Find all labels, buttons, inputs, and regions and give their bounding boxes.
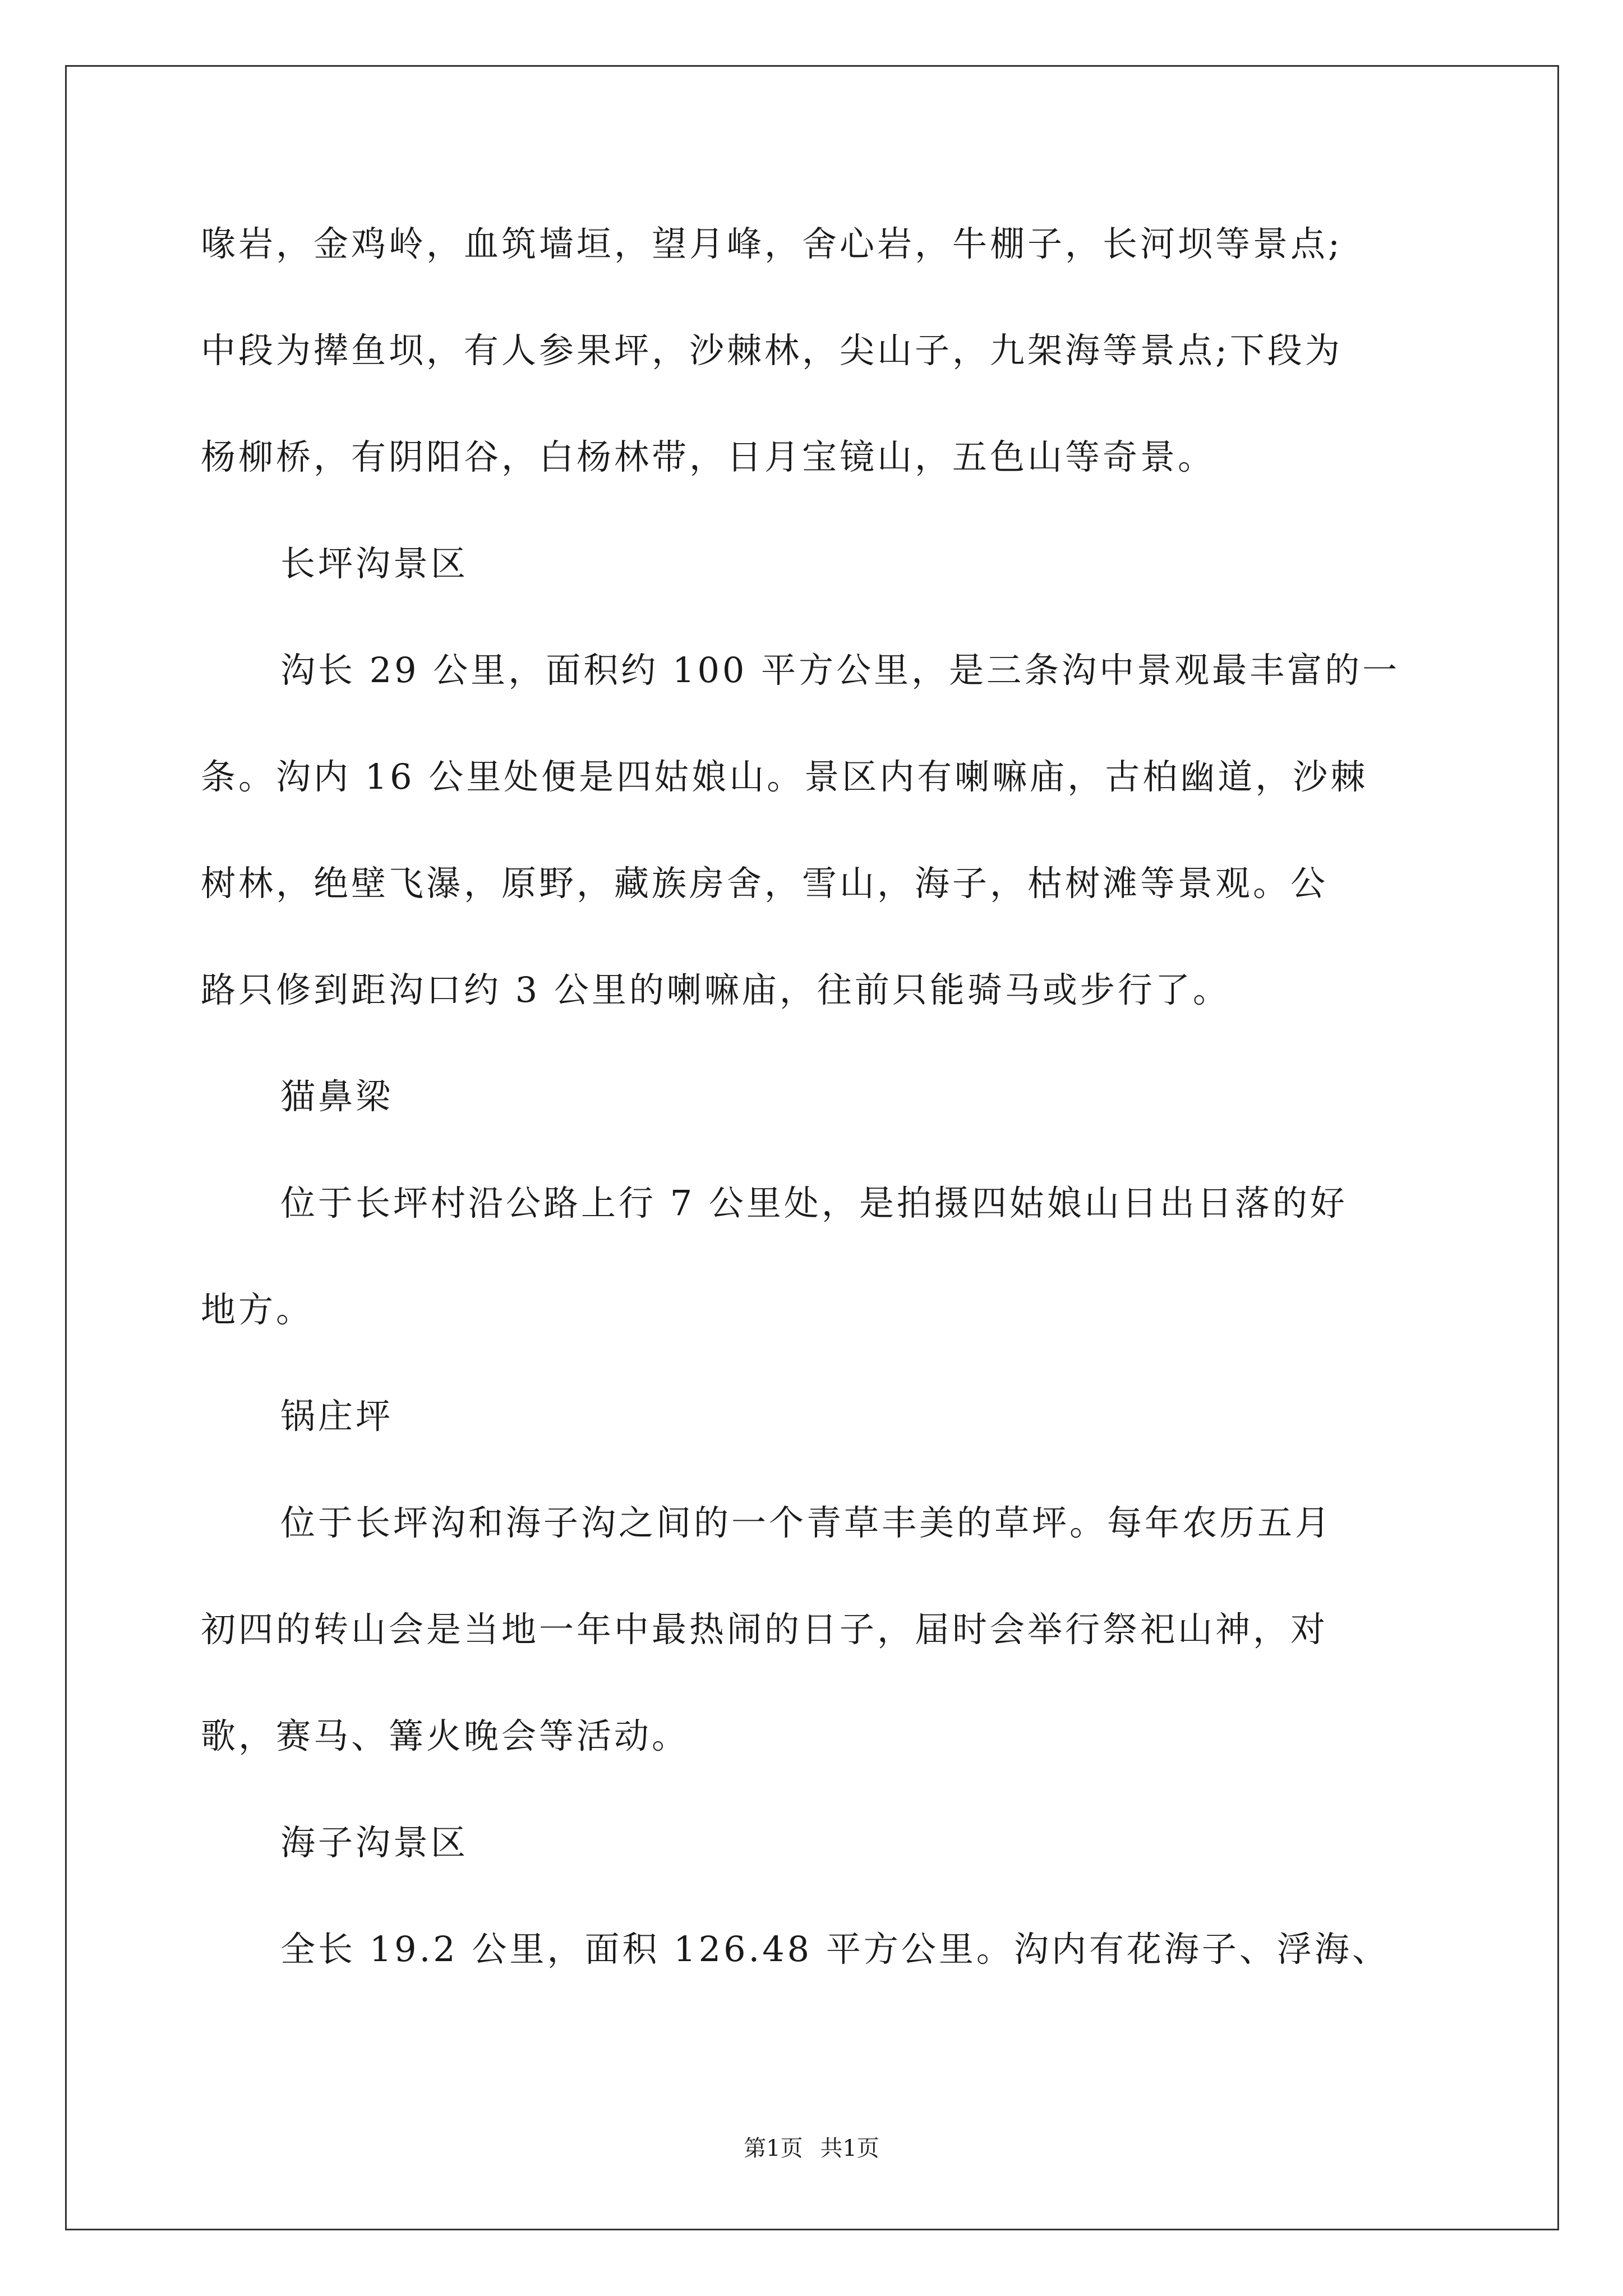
- text-line: 杨柳桥，有阴阳谷，白杨林带，日月宝镜山，五色山等奇景。: [201, 436, 1216, 477]
- page-border: [65, 65, 1559, 2230]
- text-line: 初四的转山会是当地一年中最热闹的日子，届时会举行祭祀山神，对: [201, 1609, 1329, 1650]
- text-line: 沟长 29 公里，面积约 100 平方公里，是三条沟中景观最丰富的一: [280, 650, 1400, 691]
- text-line: 路只修到距沟口约 3 公里的喇嘛庙，往前只能骑马或步行了。: [201, 969, 1230, 1010]
- section-heading-guozhuangping: 锅庄坪: [280, 1396, 394, 1437]
- text-line: 喙岩，金鸡岭，血筑墙垣，望月峰，舍心岩，牛棚子，长河坝等景点;: [201, 223, 1343, 264]
- text-line: 地方。: [201, 1289, 314, 1330]
- text-line: 歌，赛马、篝火晚会等活动。: [201, 1715, 690, 1756]
- text-line: 树林，绝壁飞瀑，原野，藏族房舍，雪山，海子，枯树滩等景观。公: [201, 863, 1329, 904]
- text-line: 位于长坪村沿公路上行 7 公里处，是拍摄四姑娘山日出日落的好: [280, 1182, 1348, 1223]
- text-line: 条。沟内 16 公里处便是四姑娘山。景区内有喇嘛庙，古柏幽道，沙棘: [201, 756, 1368, 797]
- page-footer: 第1页 共1页: [744, 2136, 879, 2161]
- text-line: 中段为撵鱼坝，有人参果坪，沙棘林，尖山子，九架海等景点;下段为: [201, 330, 1343, 371]
- section-heading-haizigou: 海子沟景区: [280, 1822, 469, 1863]
- section-heading-maobiliang: 猫鼻梁: [280, 1076, 394, 1117]
- text-line: 位于长坪沟和海子沟之间的一个青草丰美的草坪。每年农历五月: [280, 1502, 1333, 1543]
- text-line: 全长 19.2 公里，面积 126.48 平方公里。沟内有花海子、浮海、: [280, 1929, 1390, 1970]
- section-heading-changpinggou: 长坪沟景区: [280, 543, 469, 584]
